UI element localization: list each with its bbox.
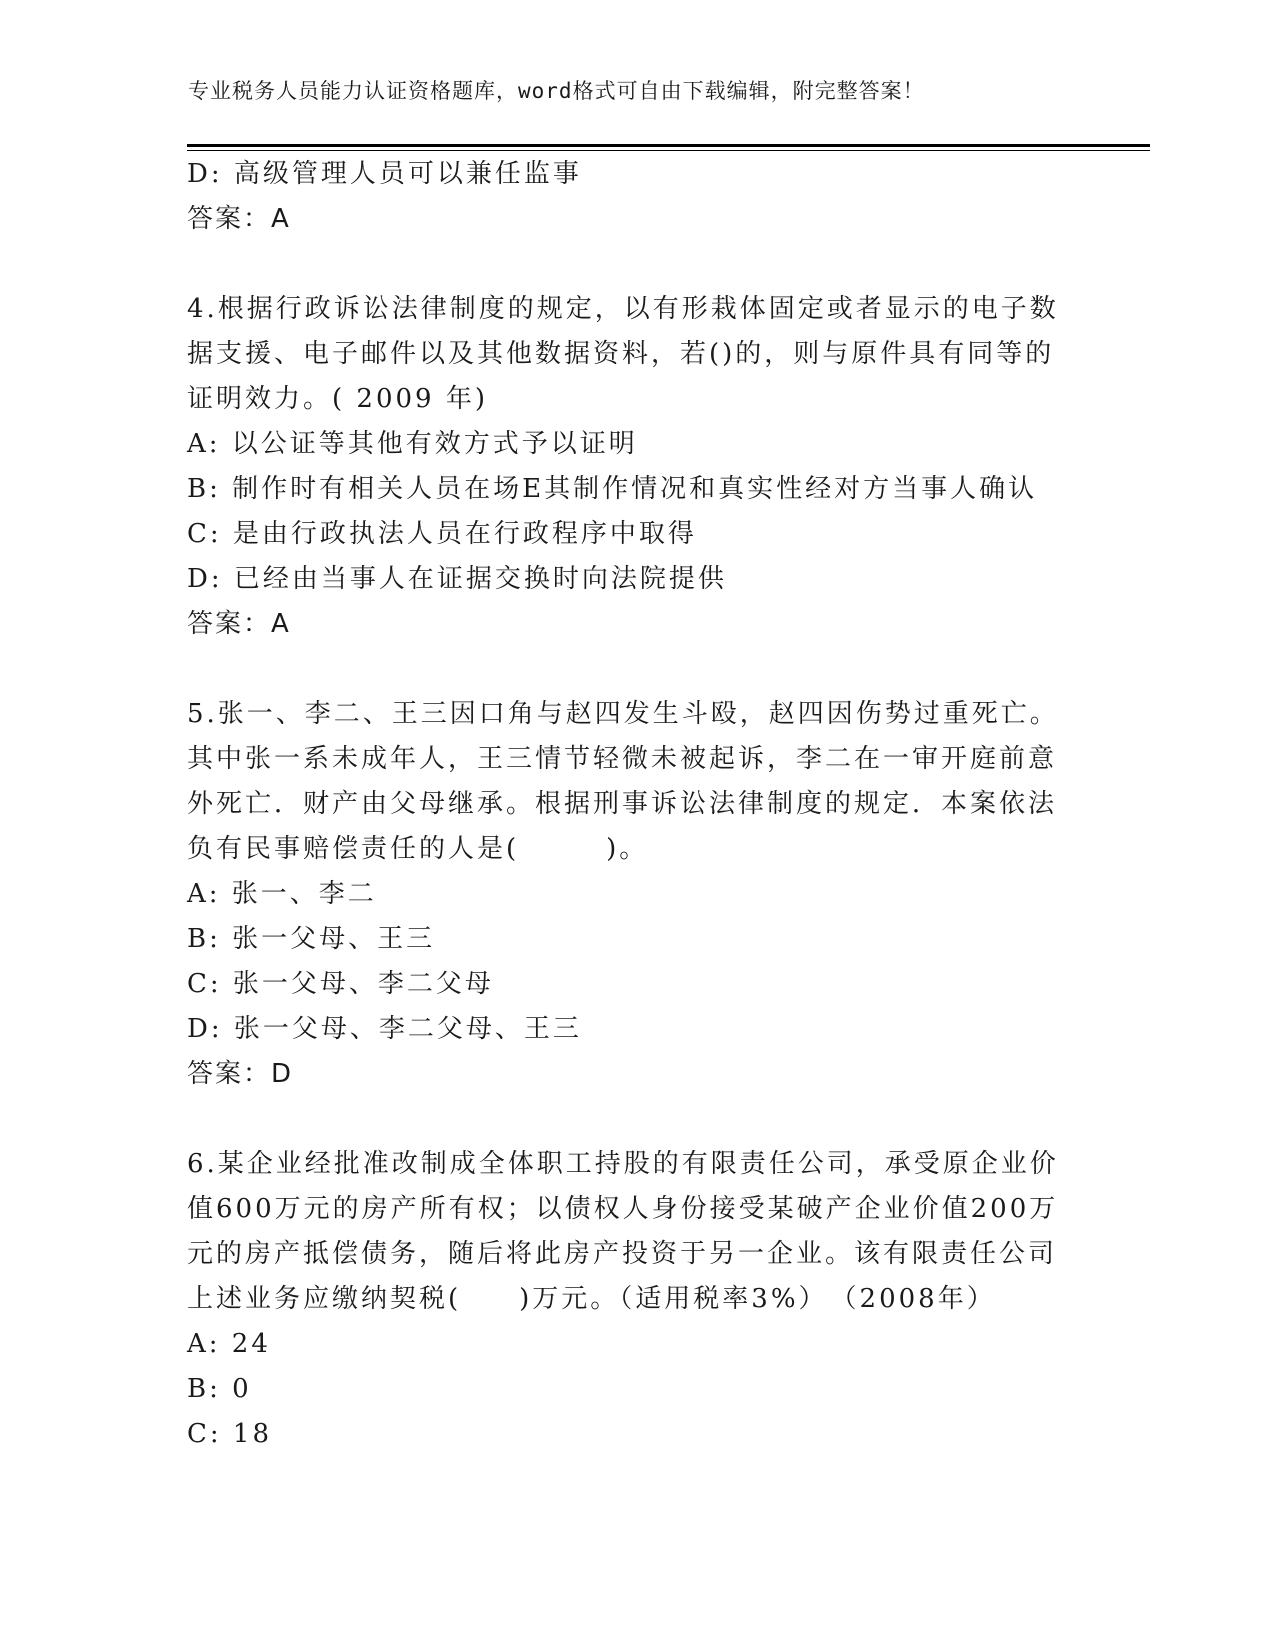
q5-option-d: D: 张一父母、李二父母、王三 — [187, 1014, 582, 1044]
q4-stem-line-3: 证明效力。( 2009 年) — [187, 384, 488, 414]
q4-stem-line-2: 据支援、电子邮件以及其他数据资料，若()的，则与原件具有同等的 — [187, 339, 1055, 369]
spacer — [187, 647, 1067, 692]
q3-answer: 答案：A — [187, 204, 291, 234]
q6-stem-line-4: 上述业务应缴纳契税( )万元。（适用税率3%） （2008年） — [187, 1284, 996, 1314]
page-header: 专业税务人员能力认证资格题库，word格式可自由下载编辑，附完整答案！ — [188, 79, 925, 103]
q5-option-a: A: 张一、李二 — [187, 879, 377, 909]
q4-option-c: C: 是由行政执法人员在行政程序中取得 — [187, 519, 697, 549]
q4-answer: 答案：A — [187, 609, 291, 639]
q6-option-c: C: 18 — [187, 1419, 273, 1449]
q4-option-b: B: 制作时有相关人员在场E其制作情况和真实性经对方当事人确认 — [187, 474, 1038, 504]
q5-stem-line-1: 5.张一、李二、王三因口角与赵四发生斗殴，赵四因伤势过重死亡。 — [187, 699, 1059, 729]
q6-stem-line-3: 元的房产抵偿债务，随后将此房产投资于另一企业。该有限责任公司 — [187, 1239, 1058, 1269]
q4-option-d: D: 已经由当事人在证据交换时向法院提供 — [187, 564, 727, 594]
spacer — [187, 242, 1067, 287]
spacer — [187, 1097, 1067, 1142]
q5-answer: 答案：D — [187, 1059, 294, 1089]
q4-option-a: A: 以公证等其他有效方式予以证明 — [187, 429, 638, 459]
header-divider-thin — [187, 150, 1150, 151]
q6-option-b: B: 0 — [187, 1374, 252, 1404]
q5-option-c: C: 张一父母、李二父母 — [187, 969, 494, 999]
q5-stem-line-4: 负有民事赔偿责任的人是( )。 — [187, 834, 649, 864]
q6-option-a: A: 24 — [187, 1329, 271, 1359]
header-divider-thick — [187, 144, 1150, 147]
q6-stem-line-1: 6.某企业经批准改制成全体职工持股的有限责任公司，承受原企业价 — [187, 1149, 1059, 1179]
document-body — [187, 152, 1067, 1457]
q4-stem-line-1: 4.根据行政诉讼法律制度的规定，以有形栽体固定或者显示的电子数 — [187, 294, 1059, 324]
q6-stem-line-2: 值600万元的房产所有权；以债权人身份接受某破产企业价值200万 — [187, 1194, 1059, 1224]
q5-stem-line-3: 外死亡．财产由父母继承。根据刑事诉讼法律制度的规定．本案依法 — [187, 789, 1058, 819]
q5-option-b: B: 张一父母、王三 — [187, 924, 436, 954]
q3-option-d: D: 高级管理人员可以兼任监事 — [187, 159, 582, 189]
q5-stem-line-2: 其中张一系未成年人，王三情节轻微未被起诉，李二在一审开庭前意 — [187, 744, 1058, 774]
